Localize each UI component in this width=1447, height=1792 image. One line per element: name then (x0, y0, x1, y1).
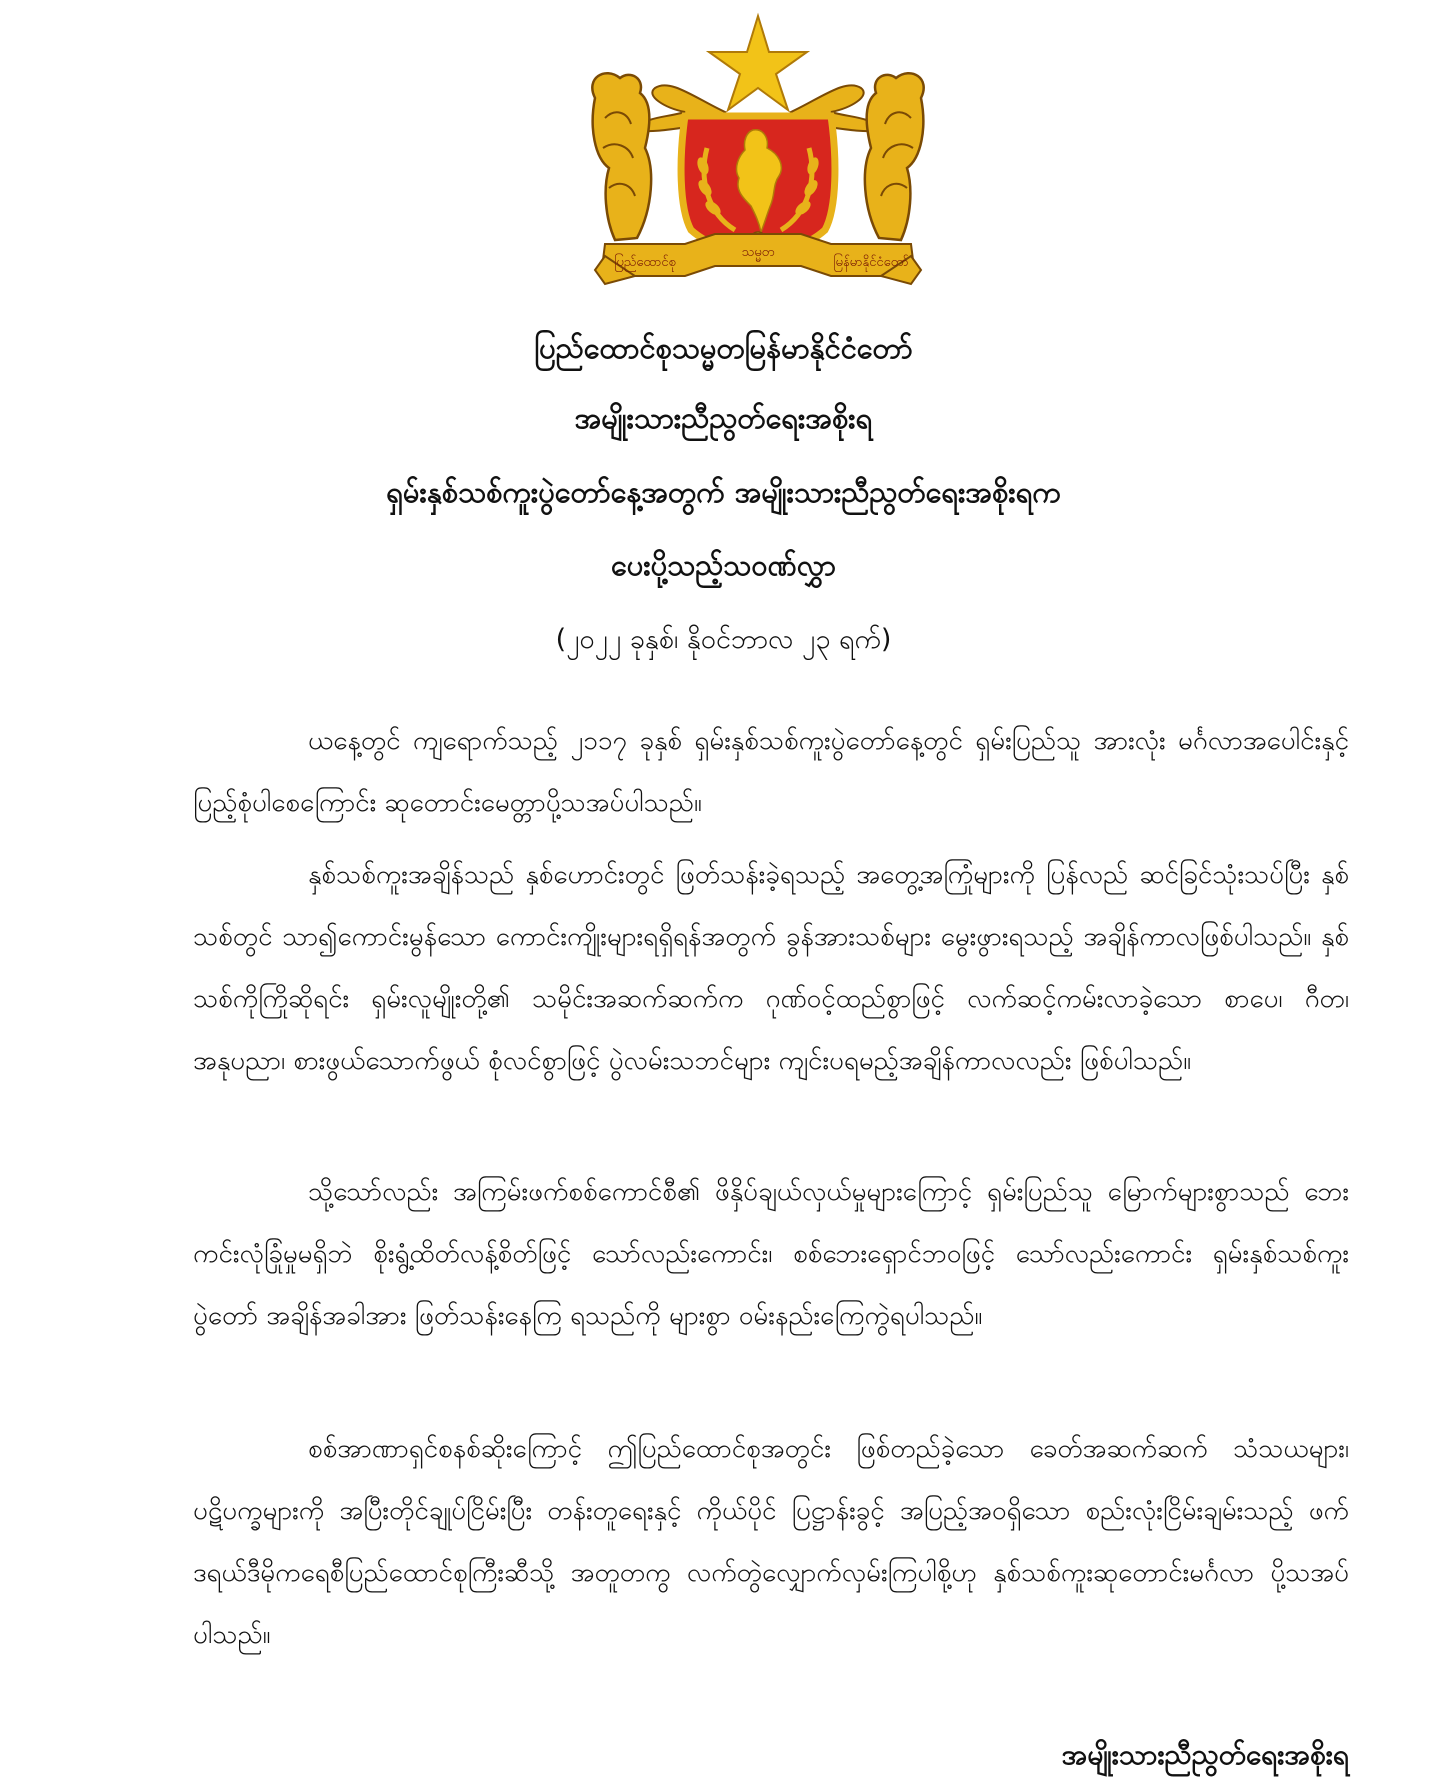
paragraph-text: သို့သော်လည်း အကြမ်းဖက်စစ်ကောင်စီ၏ ဖိနှိပ်ချယ်လှယ်မှုများကြောင့် ရှမ်းပြည်သူ မြောက်များစွာသည် ဘေးကင်းလုံခြုံမှုမရှိဘဲ စိုးရွံ့ထိတ်လန့်စိတ်ဖြင့် သော်လည်းကောင်း၊ စစ်ဘေးရှောင်ဘဝဖြင့် သော်လည်းကောင်း ရှမ်းနှစ်သစ်ကူးပွဲတော် အချိန်အခါအား ဖြတ်သန်းနေကြ ရသည်ကို များစွာ ဝမ်းနည်းကြေကွဲရပါသည်။ (193, 1177, 1349, 1331)
government-name-heading: အမျိုးသားညီညွတ်ရေးအစိုးရ (574, 401, 873, 435)
ribbon-center-text: သမ္မတ (741, 245, 775, 260)
body-paragraph-3 (193, 1161, 1349, 1347)
body-paragraph-1 (193, 710, 1349, 834)
state-seal-emblem (575, 8, 941, 308)
signature-block: အမျိုးသားညီညွတ်ရေးအစိုးရ (1061, 1738, 1349, 1771)
document-date: (၂၀၂၂ ခုနှစ်၊ နိုဝင်ဘာလ ၂၃ ရက်) (555, 624, 892, 655)
paragraph-text: နှစ်သစ်ကူးအချိန်သည် နှစ်ဟောင်းတွင် ဖြတ်သန်းခဲ့ရသည့် အတွေ့အကြုံများကို ပြန်လည် ဆင်ခြင်သုံးသပ်ပြီး နှစ်သစ်တွင် သာ၍ကောင်းမွန်သော ကောင်းကျိုးများရရှိရန်အတွက် ခွန်အားသစ်များ မွေးဖွားရသည့် အချိန်ကာလဖြစ်ပါသည်။ နှစ်သစ်ကိုကြိုဆိုရင်း ရှမ်းလူမျိုးတို့၏ သမိုင်းအဆက်ဆက်က ဂုဏ်ဝင့်ထည်စွာဖြင့် လက်ဆင့်ကမ်းလာခဲ့သော စာပေ၊ ဂီတ၊ အနုပညာ၊ စားဖွယ်သောက်ဖွယ် စုံလင်စွာဖြင့် ပွဲလမ်းသဘင်များ ကျင်းပရမည့်အချိန်ကာလလည်း ဖြစ်ပါသည်။ (193, 860, 1349, 1076)
left-chinthe (592, 73, 651, 240)
document-subtitle: ပေးပို့သည့်သဝဏ်လွှာ (611, 548, 836, 582)
paragraph-text: စစ်အာဏာရှင်စနစ်ဆိုးကြောင့် ဤပြည်ထောင်စုအတွင်း ဖြစ်တည်ခဲ့သော ခေတ်အဆက်ဆက် သံသယများ၊ ပဋိပက္ခများကို အပြီးတိုင်ချုပ်ငြိမ်းပြီး တန်းတူရေးနှင့် ကိုယ်ပိုင် ပြဋ္ဌာန်းခွင့် အပြည့်အဝရှိသော စည်းလုံးငြိမ်းချမ်းသည့် ဖက်ဒရယ်ဒီမိုကရေစီပြည်ထောင်စုကြီးဆီသို့ အတူတကွ လက်တွဲလျှောက်လှမ်းကြပါစို့ဟု နှစ်သစ်ကူးဆုတောင်းမင်္ဂလာ ပို့သအပ်ပါသည်။ (193, 1434, 1349, 1650)
star-icon (709, 16, 807, 110)
body-paragraph-2 (193, 844, 1349, 1092)
state-name-heading: ပြည်ထောင်စုသမ္မတမြန်မာနိုင်ငံတော် (534, 331, 913, 365)
body-paragraph-4 (193, 1418, 1349, 1666)
ribbon-right-text: မြန်မာနိုင်ငံတော် (833, 255, 909, 270)
right-chinthe (865, 73, 924, 240)
ribbon-left-text: ပြည်ထောင်စု (614, 255, 676, 270)
state-seal-svg (575, 8, 941, 308)
document-title: ရှမ်းနှစ်သစ်ကူးပွဲတော်နေ့အတွက် အမျိုးသားညီညွတ်ရေးအစိုးရက (386, 475, 1061, 509)
paragraph-text: ယနေ့တွင် ကျရောက်သည့် ၂၁၁၇ ခုနှစ် ရှမ်းနှစ်သစ်ကူးပွဲတော်နေ့တွင် ရှမ်းပြည်သူ အားလုံး မင်္ဂလာအပေါင်းနှင့် ပြည့်စုံပါစေကြောင်း ဆုတောင်းမေတ္တာပို့သအပ်ပါသည်။ (193, 726, 1349, 818)
